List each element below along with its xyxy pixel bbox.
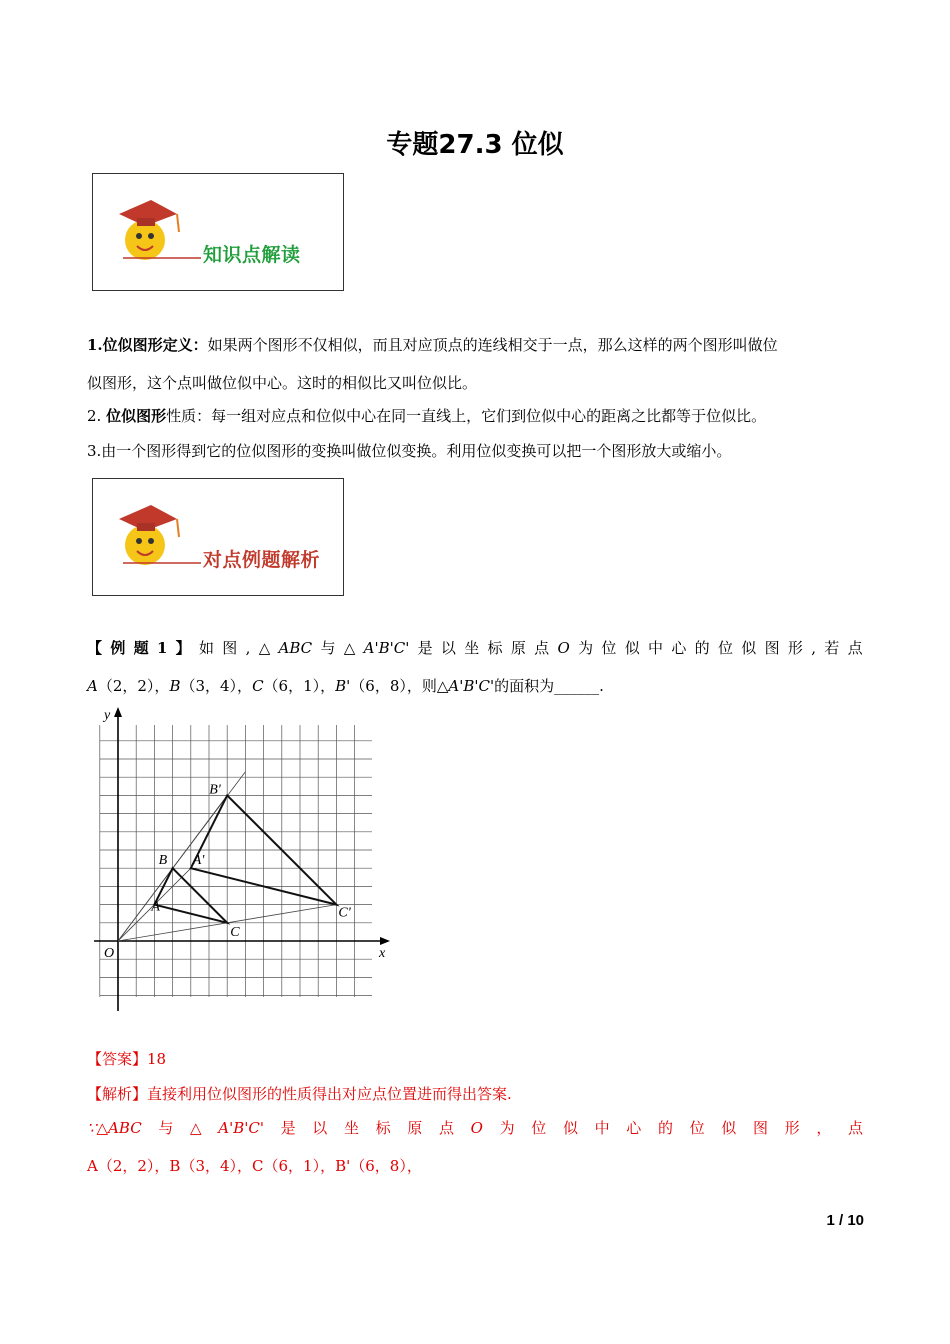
example-char: 中 <box>648 639 664 657</box>
analysis-char: 标 <box>375 1119 391 1137</box>
label-C: C <box>230 924 240 940</box>
example-char: A'B'C' <box>363 639 410 657</box>
point-label: A <box>87 677 98 695</box>
label-x-axis: x <box>379 946 386 961</box>
example-char: 坐 <box>464 639 480 657</box>
example-char: 原 <box>510 639 526 657</box>
analysis-char: 点 <box>847 1119 863 1137</box>
y-axis-arrow <box>114 707 122 717</box>
graduation-cap-smiley-icon <box>93 174 345 292</box>
property-heading: 位似图形 <box>106 407 167 425</box>
label-origin: O <box>104 946 115 961</box>
example-char: 标 <box>487 639 503 657</box>
example-char: O <box>557 639 570 657</box>
answer-value: 18 <box>147 1050 167 1068</box>
example-char: 如 <box>198 639 214 657</box>
example-char: 似 <box>741 639 757 657</box>
point-label: C <box>252 677 264 695</box>
property-line <box>87 406 766 426</box>
label-Bp: B' <box>209 782 221 798</box>
analysis-char: 图 <box>752 1119 768 1137</box>
definition-heading: 1.位似图形定义： <box>87 336 208 354</box>
example-char: ABC <box>278 639 313 657</box>
analysis-char: 位 <box>689 1119 705 1137</box>
example-char: 图 <box>222 639 238 657</box>
analysis-char: △ <box>190 1119 202 1137</box>
example-char: 的 <box>694 639 710 657</box>
analysis-char: 心 <box>626 1119 642 1137</box>
analysis-char: O <box>470 1119 483 1137</box>
banner-label: 知识点解读 <box>203 244 301 266</box>
point-coord: （6，1）， <box>263 677 336 695</box>
analysis-char: 中 <box>594 1119 610 1137</box>
example-char: 点 <box>847 639 863 657</box>
analysis-char: 原 <box>407 1119 423 1137</box>
banner-label: 对点例题解析 <box>203 549 321 571</box>
example-char: △ <box>343 639 356 657</box>
coordinate-figure <box>90 703 394 1015</box>
section-banner-examples <box>92 478 344 596</box>
answer-label: 【答案】 <box>87 1050 148 1068</box>
label-B: B <box>158 853 168 869</box>
point-label: B <box>169 677 181 695</box>
analysis-char: 位 <box>531 1119 547 1137</box>
example-char: 形 <box>787 639 803 657</box>
example-label-char: 【 <box>87 639 103 657</box>
triangle-label: A'B'C' <box>448 677 495 695</box>
example-label-char: 例 <box>110 639 126 657</box>
example-char: , <box>811 639 816 657</box>
answer-line <box>87 1049 166 1069</box>
property-text: 性质：每一组对应点和位似中心在同一直线上，它们到位似中心的距离之比都等于位似比。 <box>166 407 767 425</box>
point-coord: （6，8），则△ <box>350 677 449 695</box>
question-tail: 的面积为______. <box>494 677 604 695</box>
analysis-char: 为 <box>499 1119 515 1137</box>
point-label: B' <box>335 677 351 695</box>
property-number: 2. <box>87 407 107 425</box>
point-coord: （3，4）， <box>180 677 253 695</box>
example-char: 为 <box>578 639 594 657</box>
definition-line1 <box>87 335 778 355</box>
label-y-axis: y <box>104 708 111 723</box>
homothety-diagram <box>90 703 394 1015</box>
example-char: 点 <box>534 639 550 657</box>
example-char: 位 <box>601 639 617 657</box>
analysis-char: 是 <box>280 1119 296 1137</box>
example-char: 图 <box>764 639 780 657</box>
analysis-char: A'B'C' <box>218 1119 264 1137</box>
analysis-char: ∵△ABC <box>87 1119 142 1137</box>
analysis-char: 形 <box>784 1119 800 1137</box>
analysis-label: 【解析】 <box>87 1085 148 1103</box>
example-label-char: 题 <box>133 639 149 657</box>
analysis-char: 与 <box>158 1119 174 1137</box>
transformation-line: 3.由一个图形得到它的位似图形的变换叫做位似变换。利用位似变换可以把一个图形放大或缩小。 <box>87 442 732 460</box>
example-label-char: 】 <box>175 639 191 657</box>
definition-line2: 似图形，这个点叫做位似中心。这时的相似比又叫位似比。 <box>87 374 478 392</box>
example-line2 <box>87 676 604 696</box>
label-A: A <box>151 899 160 915</box>
example-char: 是 <box>417 639 433 657</box>
analysis-text: 直接利用位似图形的性质得出对应点位置进而得出答案. <box>147 1085 512 1103</box>
section-banner-knowledge <box>92 173 344 291</box>
example-char: 若 <box>824 639 840 657</box>
analysis-char: 点 <box>438 1119 454 1137</box>
example-char: 似 <box>624 639 640 657</box>
example-char: 以 <box>440 639 456 657</box>
analysis-char: 的 <box>657 1119 673 1137</box>
page-title: 专题27.3 位似 <box>386 130 564 160</box>
example-char: △ <box>258 639 271 657</box>
label-Ap: A' <box>192 853 205 869</box>
page-number: 1 / 10 <box>826 1212 864 1229</box>
example-char: 位 <box>717 639 733 657</box>
analysis-char: 似 <box>721 1119 737 1137</box>
x-axis-arrow <box>380 937 390 945</box>
analysis-char: 似 <box>562 1119 578 1137</box>
example-char: , <box>245 639 251 657</box>
example-line1 <box>87 638 863 658</box>
analysis-char: ， <box>816 1119 832 1137</box>
analysis-detail-line1 <box>87 1118 863 1138</box>
graduation-cap-smiley-icon <box>93 479 345 597</box>
point-coord: （2，2）， <box>97 677 170 695</box>
analysis-char: 坐 <box>343 1119 359 1137</box>
example-char: 心 <box>671 639 687 657</box>
analysis-char: 以 <box>312 1119 328 1137</box>
example-char: 与 <box>320 639 336 657</box>
analysis-line <box>87 1084 512 1104</box>
example-label-char: 1 <box>156 639 168 657</box>
label-Cp: C' <box>338 905 351 921</box>
analysis-detail-line2: A（2，2），B（3，4），C（6，1），B'（6，8）， <box>87 1157 422 1175</box>
definition-text: 如果两个图形不仅相似，而且对应顶点的连线相交于一点，那么这样的两个图形叫做位 <box>207 336 778 354</box>
